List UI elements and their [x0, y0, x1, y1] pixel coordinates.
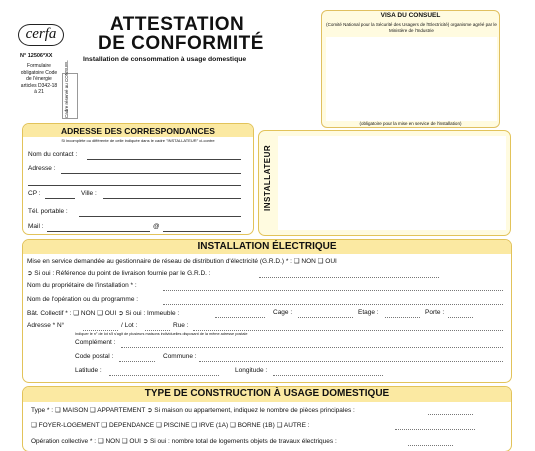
commune-field[interactable] — [199, 361, 503, 362]
door-label: Porte : — [425, 309, 445, 316]
latitude-field[interactable] — [109, 375, 219, 376]
cage-label: Cage : — [273, 309, 293, 316]
street-field[interactable] — [193, 330, 503, 331]
visa-title: VISA DU CONSUEL — [380, 12, 441, 19]
construction-type-row[interactable]: Type * : ❑ MAISON ❑ APPARTEMENT ➲ Si maison ou appartement, indiquez le nombre de pièces principales : — [31, 407, 355, 414]
visa-footer: (obligatoire pour la mise en service de l'installation) — [359, 121, 462, 126]
construction-subtype-row[interactable]: ❑ FOYER-LOGEMENT ❑ DEPENDANCE ❑ PISCINE ❑ IRVE (1A) ❑ BORNE (1B) ❑ AUTRE : — [31, 422, 310, 429]
complement-field[interactable] — [121, 347, 503, 348]
lot-field[interactable] — [145, 330, 170, 331]
cp-field[interactable] — [45, 198, 75, 199]
grd-reference-label: ➲ Si oui : Référence du point de livraison fournie par le G.R.D. : — [27, 270, 211, 277]
correspondence-panel — [22, 123, 254, 235]
postcode-label: Code postal : — [75, 353, 114, 360]
ville-label: Ville : — [81, 190, 97, 197]
ville-field[interactable] — [103, 198, 241, 199]
correspondence-note: Si incomplète ou différente de celle indiquée dans le cadre "INSTALLATEUR" ci-contre — [61, 138, 215, 143]
address-field-line2[interactable] — [28, 185, 241, 186]
mail-at-sign: @ — [153, 223, 160, 230]
longitude-field[interactable] — [273, 375, 383, 376]
mail-user-field[interactable] — [47, 231, 150, 232]
consuel-reserved-label: Cadre réservé au CONSUEL — [64, 60, 69, 118]
cerfa-number: N° 12506*XX — [20, 53, 53, 59]
form-subtitle: Installation de consommation à usage domestique — [83, 56, 247, 63]
contact-name-field[interactable] — [87, 159, 241, 160]
operation-name-label: Nom de l'opération ou du programme : — [27, 296, 139, 303]
street-label: Rue : — [173, 322, 189, 329]
cp-label: CP : — [28, 190, 41, 197]
mail-label: Mail : — [28, 223, 44, 230]
postcode-field[interactable] — [119, 361, 155, 362]
other-type-field[interactable] — [395, 429, 475, 430]
visa-subtitle: (Comité National pour la Sécurité des Usagers de l'Electricité) organisme agréé par le Ministère de l'Industrie — [326, 22, 497, 33]
cerfa-logo: cerfa — [18, 24, 64, 46]
owner-name-field[interactable] — [163, 290, 503, 291]
contact-name-label: Nom du contact : — [28, 151, 78, 158]
electrical-panel — [22, 239, 512, 383]
phone-label: Tél. portable : — [28, 208, 68, 215]
commune-label: Commune : — [163, 353, 197, 360]
installer-field-area[interactable] — [278, 136, 506, 230]
latitude-label: Latitude : — [75, 367, 102, 374]
longitude-label: Longitude : — [235, 367, 268, 374]
mail-domain-field[interactable] — [163, 231, 241, 232]
cage-field[interactable] — [298, 317, 353, 318]
lot-label: / Lot : — [121, 322, 138, 329]
housing-count-field[interactable] — [408, 445, 453, 446]
complement-label: Complément : — [75, 339, 116, 346]
address-label: Adresse : — [28, 165, 56, 172]
collective-building-row[interactable]: Bât. Collectif * : ❑ NON ❑ OUI ➲ Si oui : Immeuble : — [27, 310, 180, 317]
address-field[interactable] — [61, 173, 241, 174]
form-title-line1: ATTESTATION — [110, 14, 245, 35]
correspondence-title: ADRESSE DES CORRESPONDANCES — [23, 124, 253, 137]
installer-panel — [258, 130, 511, 236]
phone-field[interactable] — [79, 216, 241, 217]
construction-panel — [22, 386, 512, 451]
floor-label: Etage : — [358, 309, 379, 316]
floor-field[interactable] — [385, 317, 420, 318]
door-field[interactable] — [448, 317, 473, 318]
grd-service-row[interactable]: Mise en service demandée au gestionnaire de réseau de distribution d'électricité (G.R.D.) * : ❑ NON ❑ OUI — [27, 258, 337, 265]
electrical-title: INSTALLATION ÉLECTRIQUE — [23, 240, 511, 254]
legal-note: Formulaire obligatoire Code de l'énergie articles D342-18 à 21 — [20, 63, 58, 95]
consuel-reserved-box — [62, 60, 78, 119]
grd-reference-field[interactable] — [259, 277, 439, 278]
visa-stamp-area — [326, 37, 497, 121]
form-title-line2: DE CONFORMITÉ — [98, 33, 264, 54]
address-number-field[interactable] — [83, 330, 118, 331]
rooms-count-field[interactable] — [428, 414, 473, 415]
visa-consuel-panel — [321, 10, 500, 128]
owner-name-label: Nom du propriétaire de l'installation * : — [27, 282, 137, 289]
address-number-label: Adresse * N° — [27, 322, 65, 329]
installer-title: INSTALLATEUR — [263, 144, 272, 211]
lot-note: Indiquer le n° de lot s'il s'agit de plusieurs maisons individuelles disposant de la même adresse postale — [75, 332, 248, 336]
operation-name-field[interactable] — [163, 304, 503, 305]
collective-operation-row[interactable]: Opération collective * : ❑ NON ❑ OUI ➲ Si oui : nombre total de logements objets de travaux électriques : — [31, 438, 337, 445]
construction-title: TYPE DE CONSTRUCTION À USAGE DOMESTIQUE — [23, 387, 511, 402]
building-field[interactable] — [215, 317, 265, 318]
